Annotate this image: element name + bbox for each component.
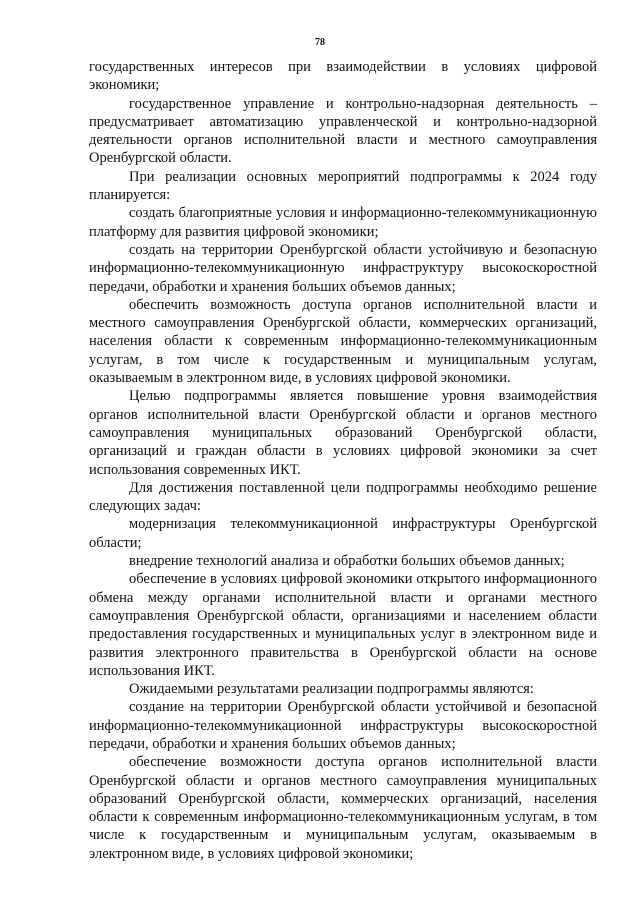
paragraph-3: При реализации основных мероприятий подпрограммы к 2024 году планируется:: [89, 168, 597, 204]
paragraph-1: государственных интересов при взаимодействии в условиях цифровой экономики;: [89, 59, 597, 94]
paragraph-12: Ожидаемыми результатами реализации подпрограммы являются:: [129, 681, 534, 698]
paragraph-11: обеспечение в условиях цифровой экономики открытого информационного обмена между органами исполнительной власти и органами местного самоуправления Оренбургской области, организациями и населением области предоставления государственных и муниципальных услуг в электронном виде и развития электронного правительства в Оренбургской области на основе использования ИКТ.: [89, 571, 597, 679]
paragraph-9: модернизация телекоммуникационной инфраструктуры Оренбургской области;: [89, 516, 597, 551]
paragraph-4: создать благоприятные условия и информационно-телекоммуникационную платформу для развития цифровой экономики;: [89, 205, 597, 240]
paragraph-6: обеспечить возможность доступа органов исполнительной власти и местного самоуправления Оренбургской области, коммерческих организаций, населения области к современным информационно-телекоммуникационным услугам, в том числе к государственным и муниципальным услугам, оказываемым в электронном виде, в условиях цифровой экономики.: [89, 296, 597, 387]
paragraph-2: государственное управление и контрольно-надзорная деятельность – предусматривает автоматизацию управленческой и контрольно-надзорной деятельности органов исполнительной власти и местного самоуправления Оренбургской области.: [89, 95, 597, 167]
paragraph-8: Для достижения поставленной цели подпрограммы необходимо решение следующих задач:: [89, 479, 597, 515]
paragraph-5: создать на территории Оренбургской области устойчивую и безопасную информационно-телекоммуникационную инфраструктуру высокоскоростной передачи, обработки и хранения больших объемов данных;: [89, 241, 597, 295]
page-number: 78: [315, 37, 325, 48]
paragraph-7: Целью подпрограммы является повышение уровня взаимодействия органов исполнительной власти Оренбургской области и органов местного самоуправления муниципальных образований Оренбургской области, организаций и граждан области в условиях цифровой экономики за счет использования современных ИКТ.: [89, 388, 597, 478]
paragraph-14: обеспечение возможности доступа органов исполнительной власти Оренбургской области и органов местного самоуправления муниципальных образований Оренбургской области, коммерческих организаций, населения области к современным информационно-телекоммуникационным услугам, в том числе к государственным и муниципальным услугам, оказываемым в электронном виде, в условиях цифровой экономики;: [89, 754, 597, 862]
body-text: [89, 58, 597, 863]
paragraph-10: внедрение технологий анализа и обработки больших объемов данных;: [129, 553, 565, 570]
paragraph-13: создание на территории Оренбургской области устойчивой и безопасной информационно-телекоммуникационной инфраструктуры высокоскоростной передачи, обработки и хранения больших объемов данных;: [89, 699, 597, 752]
